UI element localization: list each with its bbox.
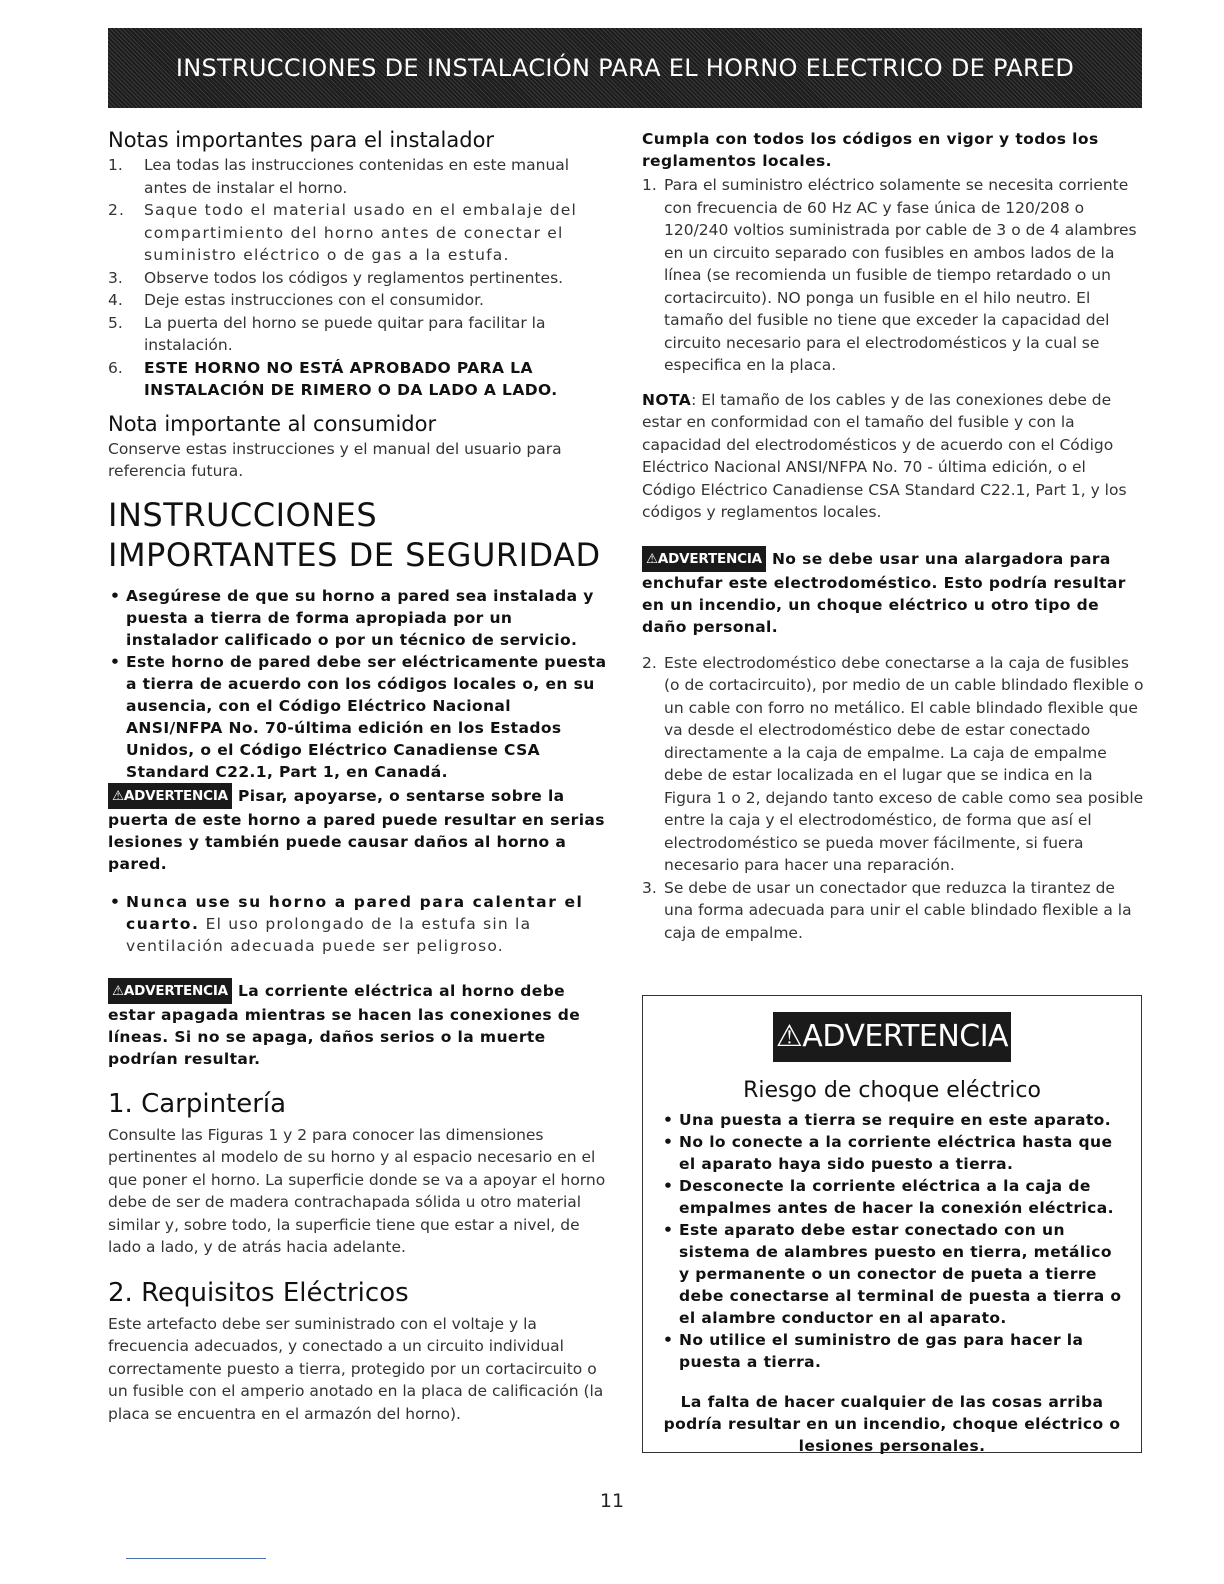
- bullet-bold-text: Nunca use su horno a pared para calentar el cuarto.: [126, 892, 584, 933]
- bullet-text: Desconecte la corriente eléctrica a la caja de empalmes antes de hacer la conexión eléctrica.: [679, 1177, 1114, 1217]
- item-text: Observe todos los códigos y reglamentos pertinentes.: [144, 268, 564, 287]
- warning-big-badge: ⚠ADVERTENCIA: [773, 1012, 1011, 1062]
- shock-warning-box: [642, 995, 1142, 1453]
- electrical-text: Este artefacto debe ser suministrado con el voltaje y la frecuencia adecuados, y conectado a un circuito individual correctamente puesto a tierra, protegido por un cortacircuito o un fusible con el amperio anotado en la placa de calificación (la placa se encuentra en el armazón del horno).: [108, 1314, 604, 1423]
- item-number: 3.: [108, 268, 123, 287]
- safety-title-line1: INSTRUCCIONES: [108, 495, 378, 534]
- consumer-heading: Nota importante al consumidor: [108, 411, 437, 436]
- warning-paragraph-2: [108, 978, 610, 1070]
- note-label: NOTA: [642, 390, 692, 409]
- item-number: 2.: [642, 653, 657, 672]
- bullet-dot: •: [663, 1221, 674, 1239]
- item-text: Para el suministro eléctrico solamente se necesita corriente con frecuencia de 60 Hz AC y fase única de 120/208 o 120/240 voltios suministrada por cable de 3 o de 4 alambres en un circuito separado con fusibles en ambos lados de la línea (se recomienda un fusible de tiempo retardado o un cortacircuito). NO ponga un fusible en el hilo neutro. El tamaño del fusible no tiene que exceder la capacidad del circuito necesario para el electrodomésticos y la cual se especifica en la placa.: [664, 176, 1137, 374]
- bullet-dot: •: [663, 1133, 674, 1151]
- list-item: [661, 1329, 1123, 1373]
- bullet-text: Este horno de pared debe ser eléctricamente puesta a tierra de acuerdo con los códigos locales o, en su ausencia, con el Código Eléctrico Nacional ANSI/NFPA No. 70-última edición en los Estados Unidos, o el Código Eléctrico Canadiense CSA Standard C22.1, Part 1, en Canadá.: [126, 652, 607, 781]
- note-text: : El tamaño de los cables y de las conexiones debe de estar en conformidad con el tamaño del fusible y con la capacidad del electrodomésticos y de acuerdo con el Código Eléctrico Nacional ANSI/NFPA No. 70 - última edición, o el Código Eléctrico Canadiense CSA Standard C22.1, Part 1, y los códigos y reglamentos locales.: [642, 390, 1127, 521]
- list-item: [108, 312, 610, 357]
- warning-badge: ⚠ADVERTENCIA: [642, 546, 766, 572]
- bullet-text: Asegúrese de que su horno a pared sea instalada y puesta a tierra de forma apropiada por un instalador calificado o por un técnico de servicio.: [126, 586, 594, 649]
- bullet-light-text: El uso prolongado de la estufa sin la ventilación adecuada puede ser peligroso.: [126, 914, 532, 955]
- bullet-text: No utilice el suministro de gas para hacer la puesta a tierra.: [679, 1331, 1084, 1371]
- title-banner: [108, 28, 1142, 108]
- item-text: Este electrodoméstico debe conectarse a la caja de fusibles (o de cortacircuito), por medio de un cable blindado flexible o un cable con forro no metálico. El cable blindado flexible que va desde el electrodoméstico debe de estar conectado directamente a la caja de empalme. La caja de empalme debe de estar localizada en el lugar que se indica en la Figura 1 o 2, dejando tanto exceso de cable como sea posible entre la caja y el electrodoméstico, de forma que así el electrodoméstico se pueda mover fácilmente, si fuera necesario para hacer una reparación.: [664, 653, 1144, 874]
- bullet-text: Este aparato debe estar conectado con un sistema de alambres puesto en tierra, metálico y permanente o un conector de pueta a tierre debe conectarse al terminal de puesta a tierra o el alambre conductor en al aparato.: [679, 1221, 1122, 1327]
- bullet-dot: •: [110, 892, 121, 911]
- consumer-text: Conserve estas instrucciones y el manual del usuario para referencia futura.: [108, 439, 562, 480]
- item-text: Deje estas instrucciones con el consumidor.: [144, 291, 484, 309]
- item-number: 2.: [108, 201, 126, 219]
- list-item: [108, 289, 610, 312]
- warning-text: La corriente eléctrica al horno debe estar apagada mientras se hacen las conexiones de líneas. Si no se apaga, daños serios o la muerte podrían resultar.: [108, 981, 581, 1068]
- list-item: [108, 154, 610, 199]
- installer-heading: Notas importantes para el instalador: [108, 128, 495, 152]
- list-item: [108, 651, 610, 783]
- list-item: [661, 1109, 1123, 1131]
- carpentry-text: Consulte las Figuras 1 y 2 para conocer las dimensiones pertinentes al modelo de su horno y al espacio necesario en el que poner el horno. La superficie donde se va a apoyar el horno debe de ser de madera contrachapada sólida u otro material similar y, sobre todo, la superficie tiene que estar a nivel, de lado a lado, y de atrás hacia adelante.: [108, 1125, 606, 1256]
- list-item: [661, 1131, 1123, 1175]
- bullet-dot: •: [663, 1111, 674, 1129]
- bullet-dot: •: [110, 652, 121, 671]
- carpentry-heading: 1. Carpintería: [108, 1088, 287, 1119]
- note-paragraph: [642, 389, 1144, 524]
- safety-title-line2: IMPORTANTES DE SEGURIDAD: [108, 535, 601, 574]
- item-text: Saque todo el material usado en el embalaje del compartimiento del horno antes de conectar el suministro eléctrico o de gas a la estufa.: [144, 201, 577, 264]
- bullet-dot: •: [663, 1177, 674, 1195]
- item-text: ESTE HORNO NO ESTÁ APROBADO PARA LA INSTALACIÓN DE RIMERO O DA LADO A LADO.: [144, 358, 558, 399]
- banner-title: INSTRUCCIONES DE INSTALACIÓN PARA EL HORNO ELECTRICO DE PARED: [175, 54, 1075, 82]
- left-column: [108, 128, 610, 1425]
- list-item: [642, 652, 1144, 877]
- list-item: [108, 357, 610, 402]
- warning-paragraph-3: [642, 546, 1144, 638]
- footer-rule: [126, 1558, 266, 1559]
- codes-heading: Cumpla con todos los códigos en vigor y todos los reglamentos locales.: [642, 130, 1099, 170]
- list-item: [108, 891, 610, 958]
- item-number: 1.: [642, 176, 657, 194]
- list-item: [642, 174, 1144, 377]
- right-column: [642, 128, 1144, 944]
- bullet-text: Una puesta a tierra se require en este aparato.: [679, 1111, 1111, 1129]
- safety-title: [108, 495, 610, 575]
- safety-bullet-3: [108, 891, 610, 958]
- list-item: [661, 1219, 1123, 1329]
- installer-list: [108, 154, 610, 402]
- item-number: 3.: [642, 878, 657, 897]
- safety-bullets: [108, 585, 610, 783]
- supply-list: [642, 174, 1144, 377]
- warning-paragraph-1: [108, 783, 610, 875]
- list-item: [661, 1175, 1123, 1219]
- list-item: [108, 267, 610, 290]
- warning-badge: ⚠ADVERTENCIA: [108, 978, 232, 1004]
- connection-list: [642, 652, 1144, 945]
- warning-text: No se debe usar una alargadora para enchufar este electrodoméstico. Esto podría resultar en un incendio, un choque eléctrico u otro tipo de daño personal.: [642, 549, 1126, 636]
- warning-badge: ⚠ADVERTENCIA: [108, 783, 232, 809]
- item-text: La puerta del horno se puede quitar para facilitar la instalación.: [144, 313, 546, 354]
- bullet-dot: •: [110, 586, 121, 605]
- item-number: 6.: [108, 358, 123, 377]
- item-text: Lea todas las instrucciones contenidas en este manual antes de instalar el horno.: [144, 156, 570, 197]
- bullet-text: No lo conecte a la corriente eléctrica hasta que el aparato haya sido puesto a tierra.: [679, 1133, 1113, 1173]
- page-number: 11: [599, 1490, 625, 1512]
- item-number: 1.: [108, 156, 123, 174]
- item-number: 5.: [108, 313, 123, 332]
- list-item: [108, 585, 610, 651]
- bullet-dot: •: [663, 1331, 674, 1349]
- electrical-heading: 2. Requisitos Eléctricos: [108, 1277, 409, 1308]
- warning-text: Pisar, apoyarse, o sentarse sobre la puerta de este horno a pared puede resultar en serias lesiones y también puede causar daños al horno a pared.: [108, 786, 605, 873]
- item-number: 4.: [108, 291, 123, 309]
- warning-bullets: [661, 1109, 1123, 1373]
- warning-footer: La falta de hacer cualquier de las cosas arriba podría resultar en un incendio, choque eléctrico o lesiones personales.: [663, 1393, 1121, 1455]
- list-item: [108, 199, 610, 267]
- warning-subtitle: Riesgo de choque eléctrico: [743, 1078, 1041, 1103]
- item-text: Se debe de usar un conectador que reduzca la tirantez de una forma adecuada para unir el cable blindado flexible a la caja de empalme.: [664, 878, 1132, 942]
- list-item: [642, 877, 1144, 945]
